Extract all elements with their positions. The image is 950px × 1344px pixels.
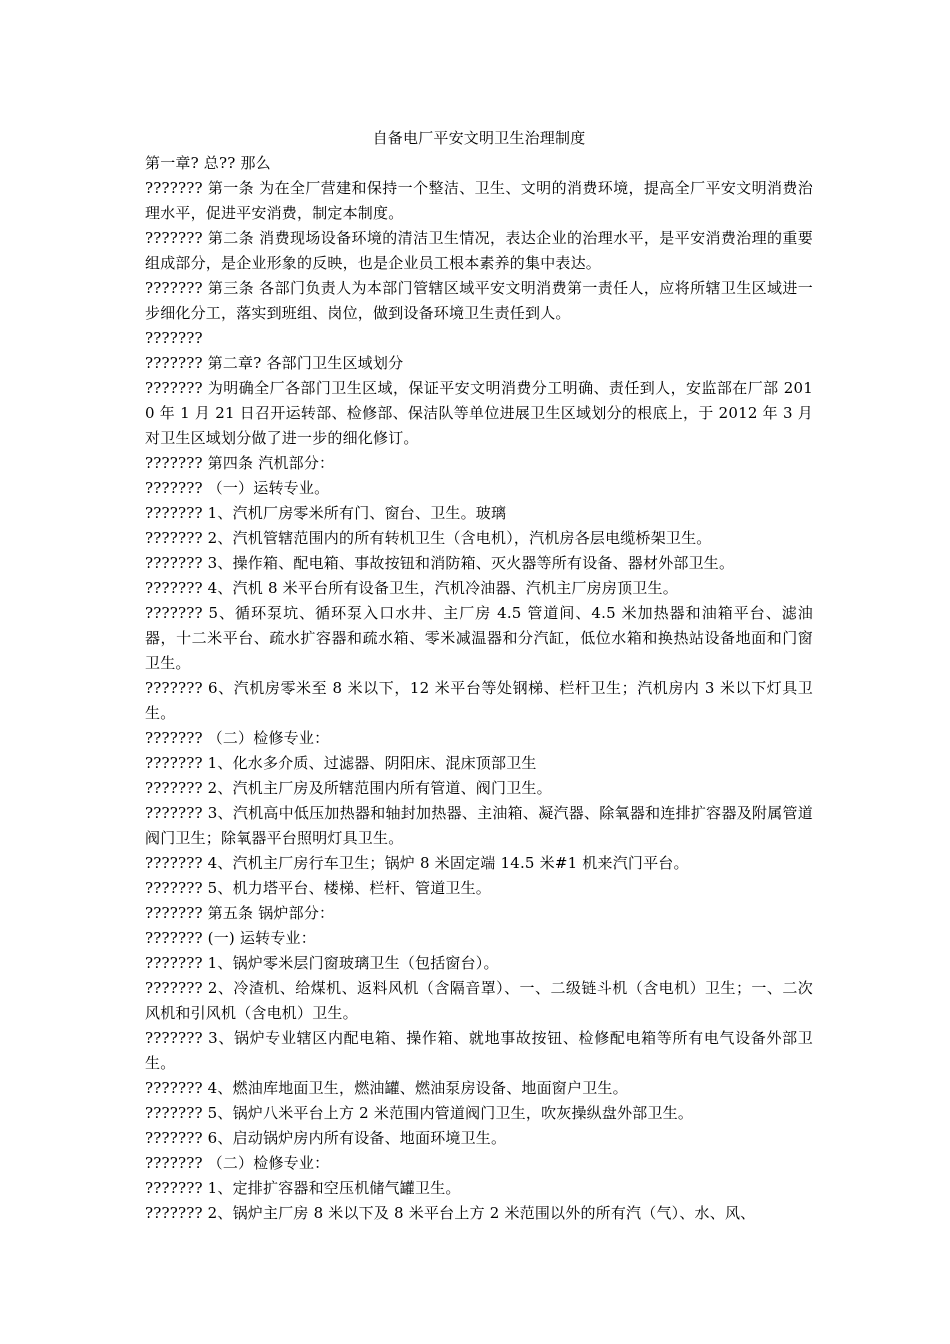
paragraph: 第一章? 总?? 那么 — [145, 154, 271, 172]
paragraph: ??????? 6、启动锅炉房内所有设备、地面环境卫生。 — [145, 1129, 507, 1147]
paragraph: ??????? 第五条 锅炉部分： — [145, 904, 335, 922]
paragraph: ??????? (一) 运转专业： — [145, 929, 316, 947]
document-body — [145, 126, 813, 1226]
paragraph: ??????? 4、燃油库地面卫生，燃油罐、燃油泵房设备、地面窗户卫生。 — [145, 1079, 628, 1097]
paragraph: ??????? 2、汽机管辖范围内的所有转机卫生（含电机），汽机房各层电缆桥架卫生。 — [145, 529, 712, 547]
paragraph: ??????? 第二条 消费现场设备环境的清洁卫生情况，表达企业的治理水平，是平安消费治理的重要组成部分，是企业形象的反映，也是企业员工根本素养的集中表达。 — [145, 229, 813, 272]
paragraph: ??????? （二）检修专业： — [145, 1154, 330, 1172]
paragraph: ??????? 第二章? 各部门卫生区域划分 — [145, 354, 404, 372]
paragraph: ??????? 3、汽机高中低压加热器和轴封加热器、主油箱、凝汽器、除氧器和连排扩容器及附属管道阀门卫生；除氧器平台照明灯具卫生。 — [145, 804, 813, 847]
paragraph: ??????? （二）检修专业： — [145, 729, 330, 747]
paragraph: ??????? 1、定排扩容器和空压机储气罐卫生。 — [145, 1179, 461, 1197]
paragraph: ??????? （一）运转专业。 — [145, 479, 330, 497]
paragraph-list — [145, 151, 813, 1226]
paragraph: ??????? 第三条 各部门负责人为本部门管辖区域平安文明消费第一责任人，应将所辖卫生区域进一步细化分工，落实到班组、岗位，做到设备环境卫生责任到人。 — [145, 279, 813, 322]
paragraph: ??????? 5、锅炉八米平台上方 2 米范围内管道阀门卫生，吹灰操纵盘外部卫生。 — [145, 1104, 694, 1122]
paragraph: ??????? — [145, 329, 203, 347]
paragraph: ??????? 4、汽机主厂房行车卫生；锅炉 8 米固定端 14.5 米#1 机来汽门平台。 — [145, 854, 689, 872]
paragraph: ??????? 1、汽机厂房零米所有门、窗台、卫生。玻璃 — [145, 504, 507, 522]
paragraph: ??????? 1、锅炉零米层门窗玻璃卫生（包括窗台）。 — [145, 954, 499, 972]
paragraph: ??????? 2、锅炉主厂房 8 米以下及 8 米平台上方 2 米范围以外的所有汽（气）、水、风、 — [145, 1204, 756, 1222]
paragraph: ??????? 第一条 为在全厂营建和保持一个整洁、卫生、文明的消费环境，提高全厂平安文明消费治理水平，促进平安消费，制定本制度。 — [145, 179, 813, 222]
paragraph: ??????? 5、循环泵坑、循环泵入口水井、主厂房 4.5 管道间、4.5 米加热器和油箱平台、滤油器，十二米平台、疏水扩容器和疏水箱、零米减温器和分汽缸，低位水箱和换热站设备地面和门窗卫生。 — [145, 604, 813, 672]
paragraph: ??????? 为明确全厂各部门卫生区域，保证平安文明消费分工明确、责任到人，安监部在厂部 2010 年 1 月 21 日召开运转部、检修部、保洁队等单位进展卫生区域划分的根底上，于 2012 年 3 月对卫生区域划分做了进一步的细化修订。 — [145, 379, 813, 447]
paragraph: ??????? 2、汽机主厂房及所辖范围内所有管道、阀门卫生。 — [145, 779, 552, 797]
paragraph: ??????? 第四条 汽机部分： — [145, 454, 335, 472]
document-title: 自备电厂平安文明卫生治理制度 — [372, 129, 586, 147]
paragraph: ??????? 3、操作箱、配电箱、事故按钮和消防箱、灭火器等所有设备、器材外部卫生。 — [145, 554, 735, 572]
paragraph: ??????? 1、化水多介质、过滤器、阴阳床、混床顶部卫生 — [145, 754, 537, 772]
paragraph: ??????? 4、汽机 8 米平台所有设备卫生，汽机冷油器、汽机主厂房房顶卫生。 — [145, 579, 678, 597]
paragraph: ??????? 2、冷渣机、给煤机、返料风机（含隔音罩）、一、二级链斗机（含电机）卫生；一、二次风机和引风机（含电机）卫生。 — [145, 979, 813, 1022]
paragraph: ??????? 6、汽机房零米至 8 米以下，12 米平台等处钢梯、栏杆卫生；汽机房内 3 米以下灯具卫生。 — [145, 679, 813, 722]
paragraph: ??????? 5、机力塔平台、楼梯、栏杆、管道卫生。 — [145, 879, 492, 897]
paragraph: ??????? 3、锅炉专业辖区内配电箱、操作箱、就地事故按钮、检修配电箱等所有电气设备外部卫生。 — [145, 1029, 813, 1072]
